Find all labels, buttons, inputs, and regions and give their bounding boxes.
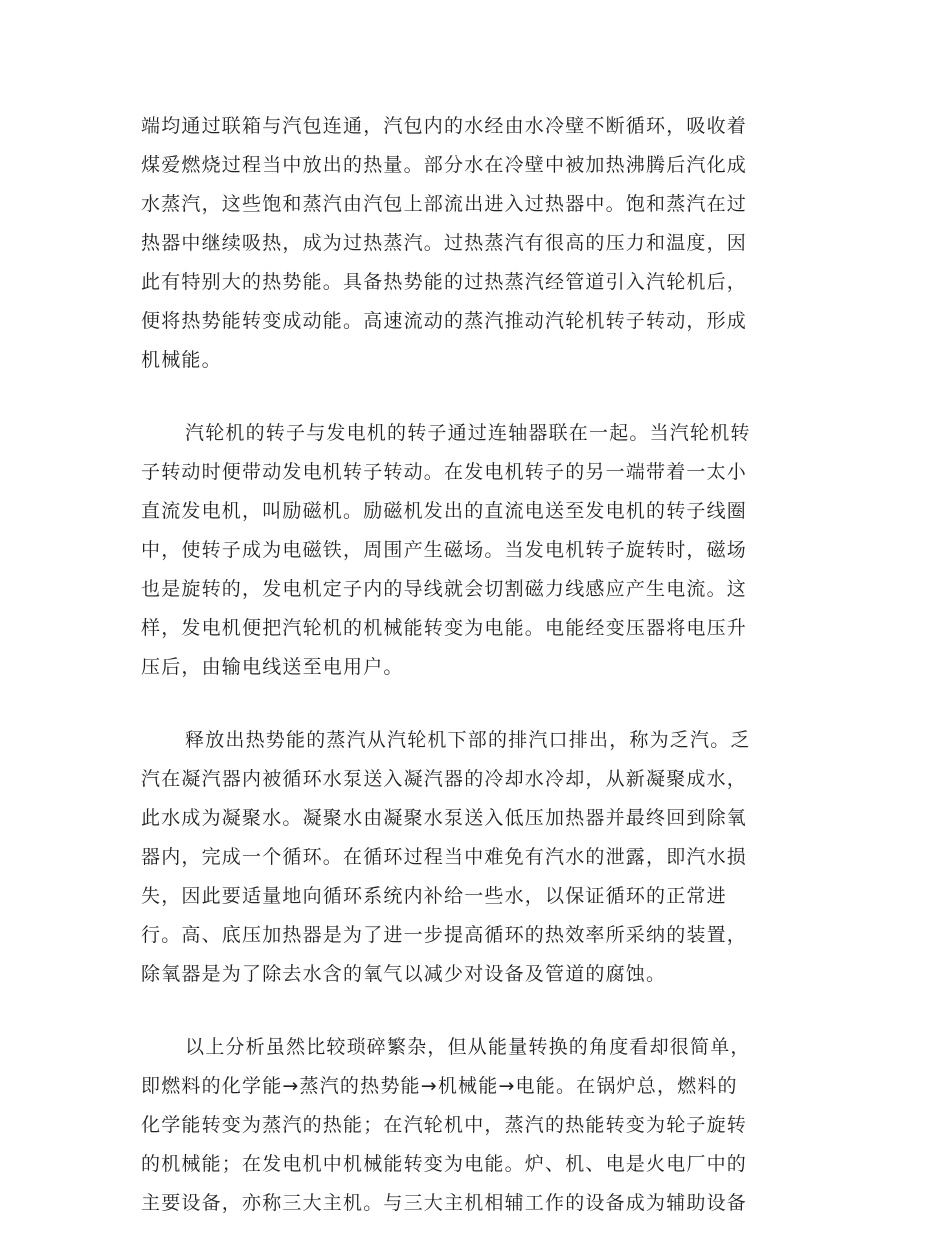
text-line: 端均通过联箱与汽包连通，汽包内的水经由水冷壁不断循环，吸收着 — [141, 115, 748, 137]
paragraph-condenser — [141, 721, 801, 994]
text-line: 样，发电机便把汽轮机的机械能转变为电能。电能经变压器将电压升 — [141, 617, 748, 639]
text-line: 失，因此要适量地向循环系统内补给一些水，以保证循环的正常进 — [141, 885, 727, 907]
text-line: 直流发电机，叫励磁机。励磁机发出的直流电送至发电机的转子线圈 — [141, 500, 748, 522]
text-line: 热器中继续吸热，成为过热蒸汽。过热蒸汽有很高的压力和温度，因 — [141, 232, 748, 254]
text-line: 主要设备，亦称三大主机。与三大主机相辅工作的设备成为辅助设备 — [141, 1192, 748, 1214]
text-line: 机械能。 — [141, 349, 222, 371]
text-line: 此有特别大的热势能。具备热势能的过热蒸汽经管道引入汽轮机后， — [141, 271, 748, 293]
paragraph-boiler — [141, 107, 801, 380]
text-line: 器内，完成一个循环。在循环过程当中难免有汽水的泄露，即汽水损 — [141, 846, 748, 868]
text-line: 中，使转子成为电磁铁，周围产生磁场。当发电机转子旋转时，磁场 — [141, 539, 748, 561]
text-line: 释放出热势能的蒸汽从汽轮机下部的排汽口排出，称为乏汽。乏 — [185, 729, 751, 751]
text-line: 压后，由输电线送至电用户。 — [141, 656, 404, 678]
text-line: 行。高、底压加热器是为了进一步提高循环的热效率所采纳的装置， — [141, 924, 748, 946]
text-line: 以上分析虽然比较琐碎繁杂，但从能量转换的角度看却很简单， — [185, 1036, 751, 1058]
text-line: 汽轮机的转子与发电机的转子通过连轴器联在一起。当汽轮机转 — [185, 422, 751, 444]
text-line: 也是旋转的，发电机定子内的导线就会切割磁力线感应产生电流。这 — [141, 578, 748, 600]
text-line: 便将热势能转变成动能。高速流动的蒸汽推动汽轮机转子转动，形成 — [141, 310, 748, 332]
paragraph-generator — [141, 414, 801, 687]
text-line: 即燃料的化学能→蒸汽的热势能→机械能→电能。在锅炉总，燃料的 — [141, 1075, 738, 1097]
text-line: 的机械能；在发电机中机械能转变为电能。炉、机、电是火电厂中的 — [141, 1153, 748, 1175]
text-line: 煤爱燃烧过程当中放出的热量。部分水在冷壁中被加热沸腾后汽化成 — [141, 154, 748, 176]
text-line: 子转动时便带动发电机转子转动。在发电机转子的另一端带着一太小 — [141, 461, 748, 483]
document-body — [141, 107, 801, 1257]
paragraph-energy-conversion — [141, 1028, 801, 1223]
text-line: 汽在凝汽器内被循环水泵送入凝汽器的冷却水冷却，从新凝聚成水， — [141, 768, 748, 790]
text-line: 化学能转变为蒸汽的热能；在汽轮机中，蒸汽的热能转变为轮子旋转 — [141, 1114, 748, 1136]
text-line: 水蒸汽，这些饱和蒸汽由汽包上部流出进入过热器中。饱和蒸汽在过 — [141, 193, 748, 215]
text-line: 除氧器是为了除去水含的氧气以减少对设备及管道的腐蚀。 — [141, 963, 667, 985]
text-line: 此水成为凝聚水。凝聚水由凝聚水泵送入低压加热器并最终回到除氧 — [141, 807, 748, 829]
